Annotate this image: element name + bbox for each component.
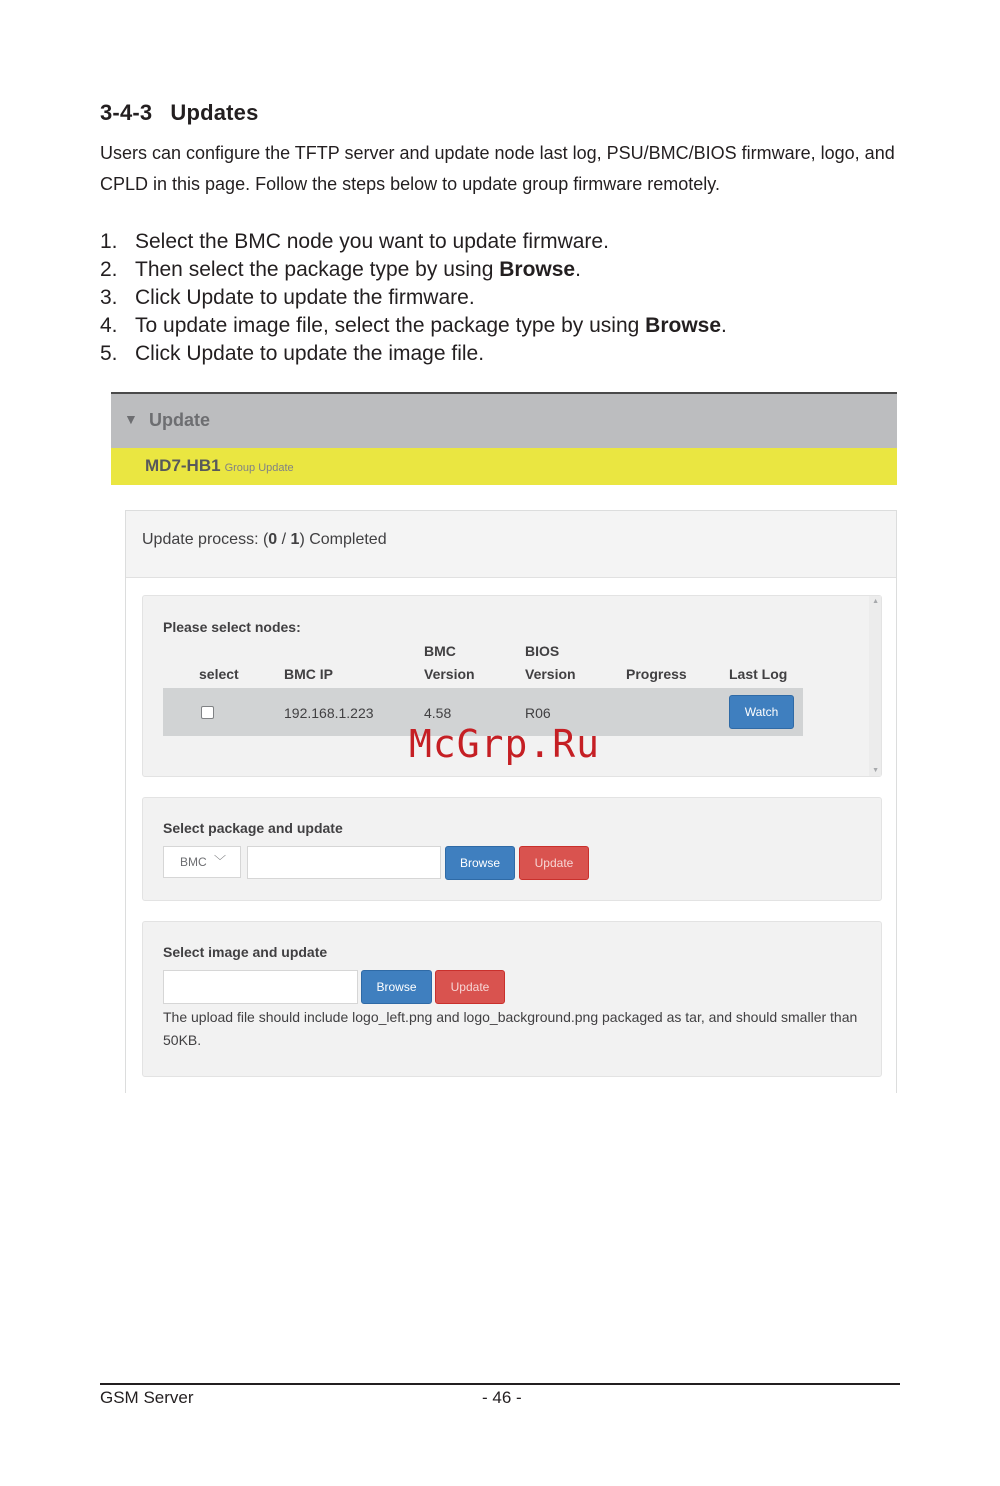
- group-subtitle: Group Update: [224, 462, 294, 474]
- group-title-bar: [111, 448, 897, 485]
- collapse-caret-icon[interactable]: ▼: [124, 411, 138, 427]
- package-type-value: BMC: [180, 855, 207, 869]
- step-item: [100, 312, 727, 340]
- update-header-title: Update: [149, 410, 211, 430]
- section-title: [100, 100, 259, 126]
- step-number: 2.: [100, 258, 118, 281]
- step-item: [100, 284, 727, 312]
- group-name: MD7-HB1 Group Update: [145, 456, 294, 475]
- image-update-button[interactable]: Update: [435, 970, 505, 1004]
- section-title-text: Updates: [170, 100, 259, 125]
- node-select-checkbox[interactable]: [201, 706, 214, 719]
- steps-list: [100, 228, 727, 368]
- step-number: 3.: [100, 286, 118, 309]
- step-text: Select the BMC node you want to update firmware.: [135, 230, 609, 253]
- select-image-panel: [142, 921, 882, 1077]
- step-item: [100, 256, 727, 284]
- watermark-text: McGrp.Ru: [409, 722, 601, 766]
- select-package-title: Select package and update: [163, 820, 343, 836]
- update-process-header: [126, 511, 896, 578]
- watch-log-button[interactable]: Watch: [729, 695, 794, 729]
- package-browse-button[interactable]: Browse: [445, 846, 515, 880]
- select-package-panel: [142, 797, 882, 901]
- package-type-select[interactable]: [163, 846, 241, 878]
- intro-paragraph: Users can configure the TFTP server and update node last log, PSU/BMC/BIOS firmware, logo, and CPLD in this page. Follow the steps below to update group firmware remotely.: [100, 143, 895, 194]
- page-number: - 46 -: [482, 1388, 522, 1407]
- col-header-progress: Progress: [626, 666, 687, 682]
- scroll-up-icon[interactable]: ▲: [872, 598, 879, 605]
- chevron-down-icon: ﹀: [214, 854, 227, 868]
- step-text: Click Update to update the firmware.: [135, 286, 475, 309]
- update-process-status: Update process: (0 / 1) Completed: [142, 531, 387, 548]
- step-item: [100, 228, 727, 256]
- image-browse-button[interactable]: Browse: [361, 970, 432, 1004]
- col-header-bmc-version: BMC Version: [424, 643, 475, 682]
- package-file-input[interactable]: [247, 846, 441, 879]
- image-upload-note: The upload file should include logo_left.png and logo_background.png packaged as tar, and should smaller than 50KB.: [163, 1009, 858, 1048]
- step-number: 5.: [100, 342, 118, 365]
- node-bios-version: R06: [525, 705, 551, 721]
- step-item: [100, 340, 727, 368]
- footer-rule: [100, 1383, 900, 1385]
- update-panel: [125, 510, 897, 1093]
- footer-product: GSM Server: [100, 1388, 194, 1407]
- section-number: 3-4-3: [100, 100, 153, 125]
- node-bmc-ip: 192.168.1.223: [284, 705, 374, 721]
- step-text: Click Update to update the image file.: [135, 342, 485, 365]
- col-header-last-log: Last Log: [729, 666, 788, 682]
- col-header-bmc-ip: BMC IP: [284, 666, 333, 682]
- nodes-scrollbar[interactable]: [869, 596, 881, 776]
- step-text: Then select the package type by using Browse.: [135, 258, 581, 281]
- col-header-bios-version: BIOS Version: [525, 643, 576, 682]
- col-header-select: select: [199, 666, 239, 682]
- update-section-header[interactable]: [111, 392, 897, 448]
- step-text: To update image file, select the package type by using Browse.: [135, 314, 727, 337]
- step-number: 1.: [100, 230, 118, 253]
- step-number: 4.: [100, 314, 118, 337]
- scroll-down-icon[interactable]: ▼: [872, 767, 879, 774]
- image-file-input[interactable]: [163, 970, 358, 1004]
- select-nodes-title: Please select nodes:: [163, 619, 301, 635]
- node-bmc-version: 4.58: [424, 705, 452, 721]
- package-update-button[interactable]: Update: [519, 846, 589, 880]
- select-image-title: Select image and update: [163, 944, 328, 960]
